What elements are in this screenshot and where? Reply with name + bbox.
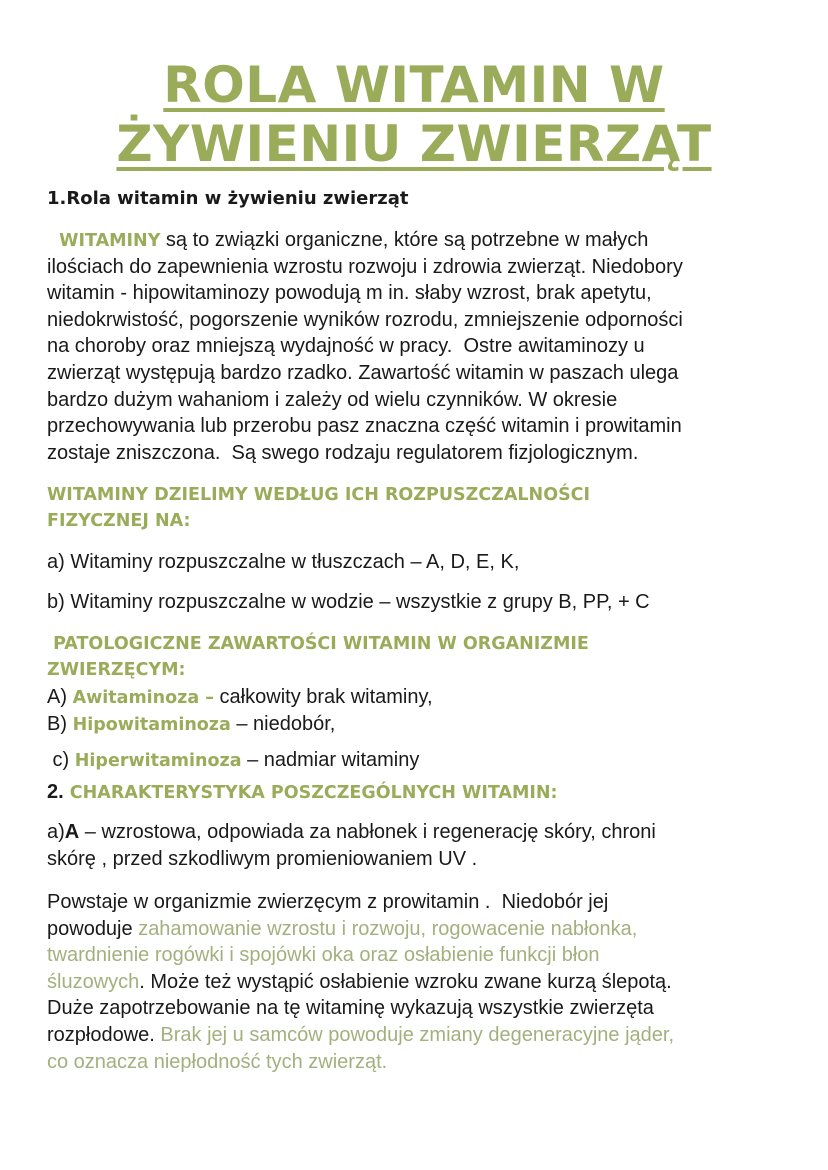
body-text: bardzo dużym wahaniom i zależy od wielu czynników. W okresie [47,389,618,411]
body-text: . Może też wystąpić osłabienie wzroku zwane kurzą ślepotą. [139,971,672,993]
text-line [47,630,589,657]
text-line [47,387,617,413]
text-line [47,711,335,738]
body-text: Duże zapotrzebowanie na tę witaminę wykazują wszystkie zwierzęta [47,997,654,1019]
body-text: B) [47,713,73,735]
body-text: skórę , przed szkodliwym promieniowaniem UV . [47,848,478,870]
body-text: A) [47,686,73,708]
text-line [47,507,190,534]
body-text: na choroby oraz mniejszą wydajność w pracy. Ostre awitaminozy u [47,335,645,357]
highlighted-text: śluzowych [47,971,140,993]
heading-text: WITAMINY [47,231,161,251]
document-title-line-2: ŻYWIENIU ZWIERZĄT [116,115,712,173]
body-text: niedokrwistość, pogorszenie wyników rozrodu, zmniejszenie odporności [47,309,683,331]
body-text: a) [47,821,65,843]
heading-text: WITAMINY DZIELIMY WEDŁUG ICH ROZPUSZCZALNOŚCI [47,485,591,505]
text-line [47,942,600,968]
body-text: c) [47,749,75,771]
heading-text: Hipowitaminoza [72,715,231,735]
text-line [47,1022,674,1048]
text-line [47,360,678,386]
text-line [47,684,433,711]
body-text: 2. [47,781,64,803]
text-line [47,889,608,915]
text-line [47,481,590,508]
body-text: Powstaje w organizmie zwierzęcym z prowitamin . Niedobór jej [47,891,609,913]
body-text: witamin - hipowitaminozy powodują m in. słaby wzrost, brak apetytu, [47,282,652,304]
body-text: – niedobór, [230,713,336,735]
body-text: rozpłodowe. [47,1024,161,1046]
text-line [47,280,652,306]
heading-text: ZWIERZĘCYM: [47,660,186,680]
text-line [47,307,683,333]
body-text: powoduje [47,918,139,940]
text-line [47,779,558,806]
heading-text: Hiperwitaminoza [74,751,242,771]
body-text: a) Witaminy rozpuszczalne w tłuszczach – A, D, E, K, [47,551,520,573]
text-line [47,549,519,575]
heading-text: FIZYCZNEJ NA: [47,511,191,531]
heading-text: CHARAKTERYSTYKA POSZCZEGÓLNYCH WITAMIN: [63,783,558,803]
heading-text: Awitaminoza – [72,688,214,708]
highlighted-text: twardnienie rogówki i spojówki oka oraz osłabienie funkcji błon [47,944,600,966]
highlighted-text: Brak jej u samców powoduje zmiany degeneracyjne jąder, [160,1024,675,1046]
highlighted-text: zahamowanie wzrostu i rozwoju, rogowacenie nabłonka, [138,918,638,940]
text-line [47,995,654,1021]
text-line [47,413,682,439]
text-line [47,589,650,615]
text-line [47,254,683,280]
text-line [47,185,409,212]
text-line [47,846,477,872]
body-text: są to związki organiczne, które są potrzebne w małych [160,229,649,251]
text-line [47,333,645,359]
text-line [47,969,672,995]
text-line [47,440,638,466]
text-line [47,916,637,942]
body-text: A [64,821,80,843]
body-text: – wzrostowa, odpowiada za nabłonek i regenerację skóry, chroni [79,821,656,843]
body-text: zwierząt występują bardzo rzadko. Zawartość witamin w paszach ulega [47,362,679,384]
highlighted-text: co oznacza niepłodność tych zwierząt. [47,1051,388,1073]
text-line [47,1049,387,1075]
body-text: całkowity brak witaminy, [214,686,433,708]
body-text: zostaje zniszczona. Są swego rodzaju regulatorem fizjologicznym. [47,442,639,464]
text-line [47,656,186,683]
heading-text: PATOLOGICZNE ZAWARTOŚCI WITAMIN W ORGANIZMIE [47,634,589,654]
body-text: ilościach do zapewnienia wzrostu rozwoju i zdrowia zwierząt. Niedobory [47,256,683,278]
body-text: b) Witaminy rozpuszczalne w wodzie – wszystkie z grupy B, PP, + C [47,591,650,613]
heading-text: 1.Rola witamin w żywieniu zwierząt [47,188,409,209]
text-line [47,819,656,845]
text-line [47,747,419,774]
body-text: przechowywania lub przerobu pasz znaczna część witamin i prowitamin [47,415,682,437]
document-title-line-1: ROLA WITAMIN W [163,56,665,114]
body-text: – nadmiar witaminy [241,749,420,771]
text-line [47,227,648,254]
